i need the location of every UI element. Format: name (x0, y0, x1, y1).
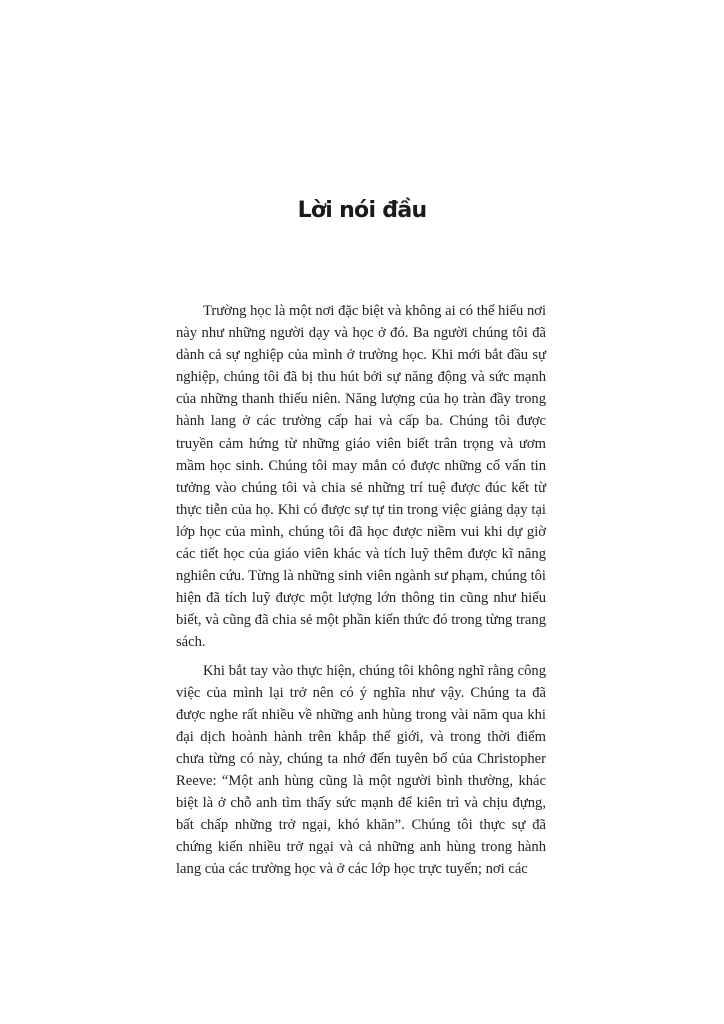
page-title: Lời nói đầu (297, 198, 427, 223)
paragraph-2: Khi bắt tay vào thực hiện, chúng tôi không nghĩ rằng công việc của mình lại trở nên có ý nghĩa như vậy. Chúng ta đã được nghe rất nhiều về những anh hùng trong vài năm qua khi đại dịch hoành hành trên khắp thế giới, và trong thời điểm chưa từng có này, chúng ta nhớ đến tuyên bố của Christopher Reeve: “Một anh hùng cũng là một người bình thường, khác biệt là ở chỗ anh tìm thấy sức mạnh để kiên trì và chịu đựng, bất chấp những trở ngại, khó khăn”. Chúng tôi thực sự đã chứng kiến nhiều trở ngại và cả những anh hùng trong hành lang của các trường học và ở các lớp học trực tuyến; nơi các (176, 662, 546, 878)
paragraph-1: Trường học là một nơi đặc biệt và không ai có thể hiểu nơi này như những người dạy và học ở đó. Ba người chúng tôi đã dành cả sự nghiệp của mình ở trường học. Khi mới bắt đầu sự nghiệp, chúng tôi đã bị thu hút bởi sự năng động và sức mạnh của những thanh thiếu niên. Năng lượng của họ tràn đầy trong hành lang ở các trường cấp hai và cấp ba. Chúng tôi được truyền cảm hứng từ những giáo viên biết trân trọng và ươm mầm học sinh. Chúng tôi may mắn có được những cố vấn tin tưởng vào chúng tôi và chia sẻ những trí tuệ được đúc kết từ thực tiễn của họ. Khi có được sự tự tin trong việc giảng dạy tại lớp học của mình, chúng tôi đã học được niềm vui khi dự giờ các tiết học của giáo viên khác và tích luỹ thêm được kĩ năng nghiên cứu. Từng là những sinh viên ngành sư phạm, chúng tôi hiện đã tích luỹ được một lượng lớn thông tin cũng như hiểu biết, và cũng đã chia sẻ một phần kiến thức đó trong từng trang sách. (176, 303, 547, 651)
body-text (176, 300, 546, 886)
